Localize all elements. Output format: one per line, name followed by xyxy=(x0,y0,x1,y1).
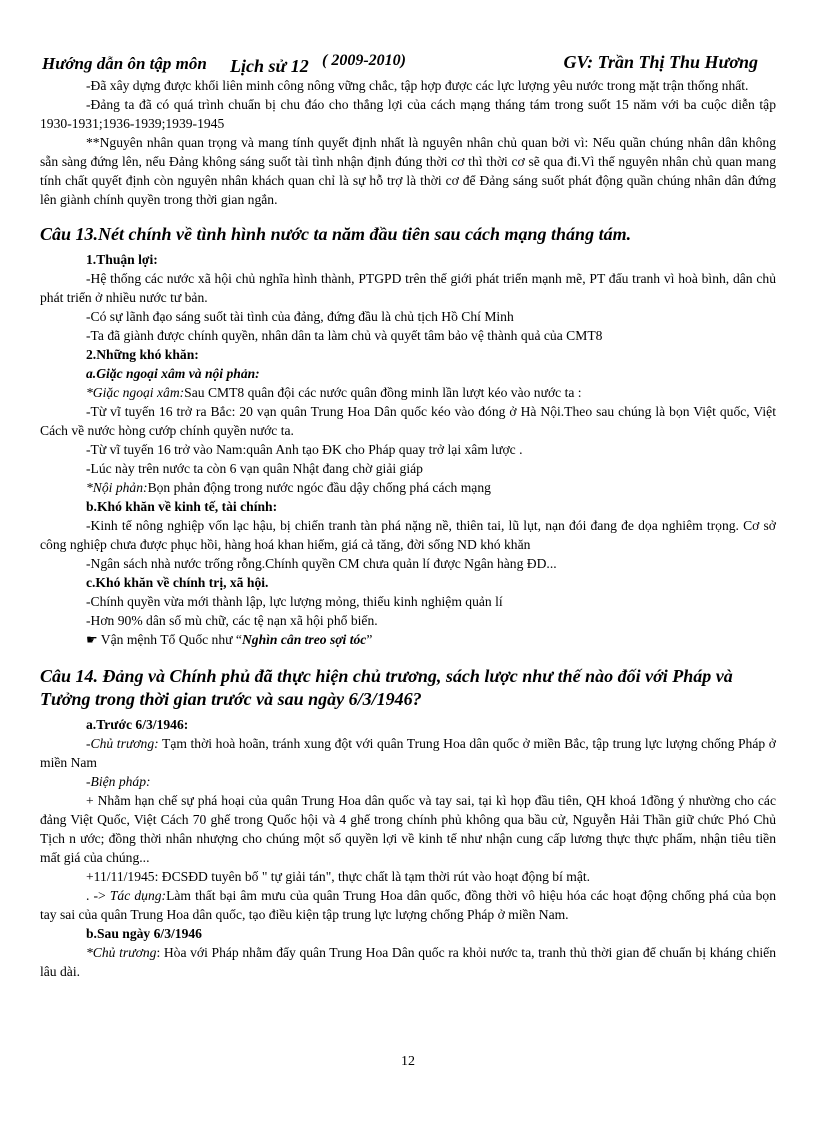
q13-politics-item-2: -Hơn 90% dân số mù chữ, các tệ nạn xã hội phổ biến. xyxy=(86,613,378,628)
q13-conclusion xyxy=(40,630,776,649)
page-header xyxy=(42,52,758,78)
q13-internal-label: *Nội phản: xyxy=(86,480,148,495)
header-teacher: GV: Trần Thị Thu Hương xyxy=(563,52,758,72)
q14-effect-arrow: . -> xyxy=(86,888,110,903)
q13-advantage-3: -Ta đã giành được chính quyền, nhân dân ta làm chủ và quyết tâm bảo vệ thành quả của CMT8 xyxy=(86,328,603,343)
q13-advantage-2: -Có sự lãnh đạo sáng suốt tài tình của đảng, đứng đầu là chủ tịch Hồ Chí Minh xyxy=(86,309,514,324)
q14-measures-label: -Biện pháp: xyxy=(86,774,151,789)
q13-japan-item: -Lúc này trên nước ta còn 6 vạn quân Nhật đang chờ giải giáp xyxy=(86,461,423,476)
header-guide-title: Hướng dẫn ôn tập môn xyxy=(42,54,207,73)
q13-north-item: -Từ vĩ tuyến 16 trở ra Bắc: 20 vạn quân Trung Hoa Dân quốc kéo vào đóng ở Hà Nội.Theo sau chúng là bọn Việt quốc, Việt Cách về nước hòng cướp chính quyền nước ta. xyxy=(40,404,776,438)
q14-policy xyxy=(40,734,776,772)
q14-effect-label: Tác dụng: xyxy=(109,888,167,903)
q14-after-policy-text: : Hòa với Pháp nhằm đẩy quân Trung Hoa Dân quốc ra khỏi nước ta, tranh thủ thời gian để chuẩn bị kháng chiến lâu dài. xyxy=(40,945,776,979)
q13-south-item: -Từ vĩ tuyến 16 trở vào Nam:quân Anh tạo ĐK cho Pháp quay trở lại xâm lược . xyxy=(86,442,523,457)
intro-paragraph-2: -Đảng ta đã có quá trình chuẩn bị chu đáo cho thắng lợi của cách mạng tháng tám trong suốt 15 năm với ba cuộc diễn tập 1930-1931;1936-1939;1939-1945 xyxy=(40,97,776,131)
header-school-year: ( 2009-2010) xyxy=(322,52,406,69)
q13-economy-item-1: -Kinh tế nông nghiệp vốn lạc hậu, bị chiến tranh tàn phá nặng nề, thiên tai, lũ lụt, nạn đói đang đe dọa nghiêm trọng. Cơ sở công nghiệp chưa được phục hồi, hàng hoá khan hiếm, giá cả tăng, đời sống ND khó khăn xyxy=(40,518,776,552)
q13-economy-item-2: -Ngân sách nhà nước trống rỗng.Chính quyền CM chưa quản lí được Ngân hàng ĐD... xyxy=(86,556,557,571)
q13-politics-item-1: -Chính quyền vừa mới thành lập, lực lượng mỏng, thiếu kinh nghiệm quản lí xyxy=(86,594,503,609)
q14-measure-2: +11/11/1945: ĐCSĐD tuyên bố " tự giải tán", thực chất là tạm thời rút vào hoạt động bí mật. xyxy=(86,869,591,884)
q14-after-heading: b.Sau ngày 6/3/1946 xyxy=(86,926,202,941)
q13-internal-text: Bọn phản động trong nước ngóc đầu dậy chống phá cách mạng xyxy=(147,480,491,495)
q13-foreign-enemies-heading: a.Giặc ngoại xâm và nội phản: xyxy=(86,366,260,381)
q13-internal-reactionaries xyxy=(40,478,776,497)
q13-conclusion-text: Vận mệnh Tổ Quốc như “ xyxy=(97,632,242,647)
q13-economy-heading: b.Khó khăn về kinh tế, tài chính: xyxy=(86,499,278,514)
q13-foreign-label: *Giặc ngoại xâm: xyxy=(86,385,185,400)
q13-politics-heading: c.Khó khăn về chính trị, xã hội. xyxy=(86,575,269,590)
question-14-heading: Câu 14. Đảng và Chính phủ đã thực hiện chủ trương, sách lược như thế nào đối với Pháp và Tưởng trong thời gian trước và sau ngày 6/3/1946? xyxy=(40,666,733,709)
q14-after-policy-label: *Chủ trương xyxy=(86,945,157,960)
q14-effect xyxy=(40,886,776,924)
q14-effect-text: Làm thất bại âm mưu của quân Trung Hoa dân quốc, đồng thời vô hiệu hóa các hoạt động chống phá của bọn tay sai của quân Trung Hoa dân quốc, tạo điều kiện tập trung lực lượng chống Pháp ở miền Nam. xyxy=(40,888,777,922)
q13-advantage-1: -Hệ thống các nước xã hội chủ nghĩa hình thành, PTGPD trên thế giới phát triển mạnh mẽ, PT đấu tranh vì hoà bình, dân chủ phát triển ở nhiều nước tư bản. xyxy=(40,271,776,305)
q14-policy-text: Tạm thời hoà hoãn, tránh xung đột với quân Trung Hoa dân quốc ở miền Bắc, tập trung lực lượng chống Pháp ở miền Nam xyxy=(40,736,776,770)
intro-paragraph-1: -Đã xây dựng được khối liên minh công nông vững chắc, tập hợp được các lực lượng yêu nước trong mặt trận thống nhất. xyxy=(86,78,749,93)
q13-advantages-heading: 1.Thuận lợi: xyxy=(86,252,158,267)
pointing-hand-icon: ☛ xyxy=(86,632,98,647)
q13-difficulties-heading: 2.Những khó khăn: xyxy=(86,347,199,362)
q13-foreign-text: Sau CMT8 quân đội các nước quân đồng minh lần lượt kéo vào nước ta : xyxy=(184,385,582,400)
q14-measure-1: + Nhằm hạn chế sự phá hoại của quân Trung Hoa dân quốc và tay sai, tại kì họp đầu tiên, QH khoá 1đồng ý nhường cho các đảng Việt Quốc, Việt Cách 70 ghế trong Quốc hội và 4 ghế trong chính phủ không qua bầu cử, Nguyễn Hải Thần giữ chức Phó Chủ Tịch n ước; đồng thời nhân nhượng cho chúng một số quyền lợi về kinh tế như nhận cung cấp lương thực thực phẩm, nhận tiêu tiền mất giá của chúng... xyxy=(40,793,776,865)
header-subject: Lịch sử 12 xyxy=(230,56,309,76)
q14-after-policy xyxy=(40,943,776,981)
q13-conclusion-end: ” xyxy=(366,632,373,647)
q14-policy-label: -Chủ trương: xyxy=(86,736,159,751)
document-body xyxy=(40,76,776,981)
question-13-heading: Câu 13.Nét chính về tình hình nước ta năm đầu tiên sau cách mạng tháng tám. xyxy=(40,224,632,244)
q13-foreign-enemies-intro xyxy=(40,383,776,402)
q14-before-heading: a.Trước 6/3/1946: xyxy=(86,717,189,732)
page-number: 12 xyxy=(401,1054,415,1069)
q13-conclusion-quote: Nghìn cân treo sợi tóc xyxy=(241,632,367,647)
intro-paragraph-3: **Nguyên nhân quan trọng và mang tính quyết định nhất là nguyên nhân chủ quan bởi vì: Nếu quần chúng nhân dân không sẵn sàng đứng lên, nếu Đảng không sáng suốt tài tình nhận định đúng thời cơ thì thời cơ sẽ qua đi.Vì thế nguyên nhân chủ quan mang tính chất quyết định còn nguyên nhân khách quan chỉ là sự hỗ trợ là thời cơ để Đảng sáng suốt phát động quần chúng nhân dân đứng lên giành chính quyền trong thời gian ngắn. xyxy=(40,135,776,207)
